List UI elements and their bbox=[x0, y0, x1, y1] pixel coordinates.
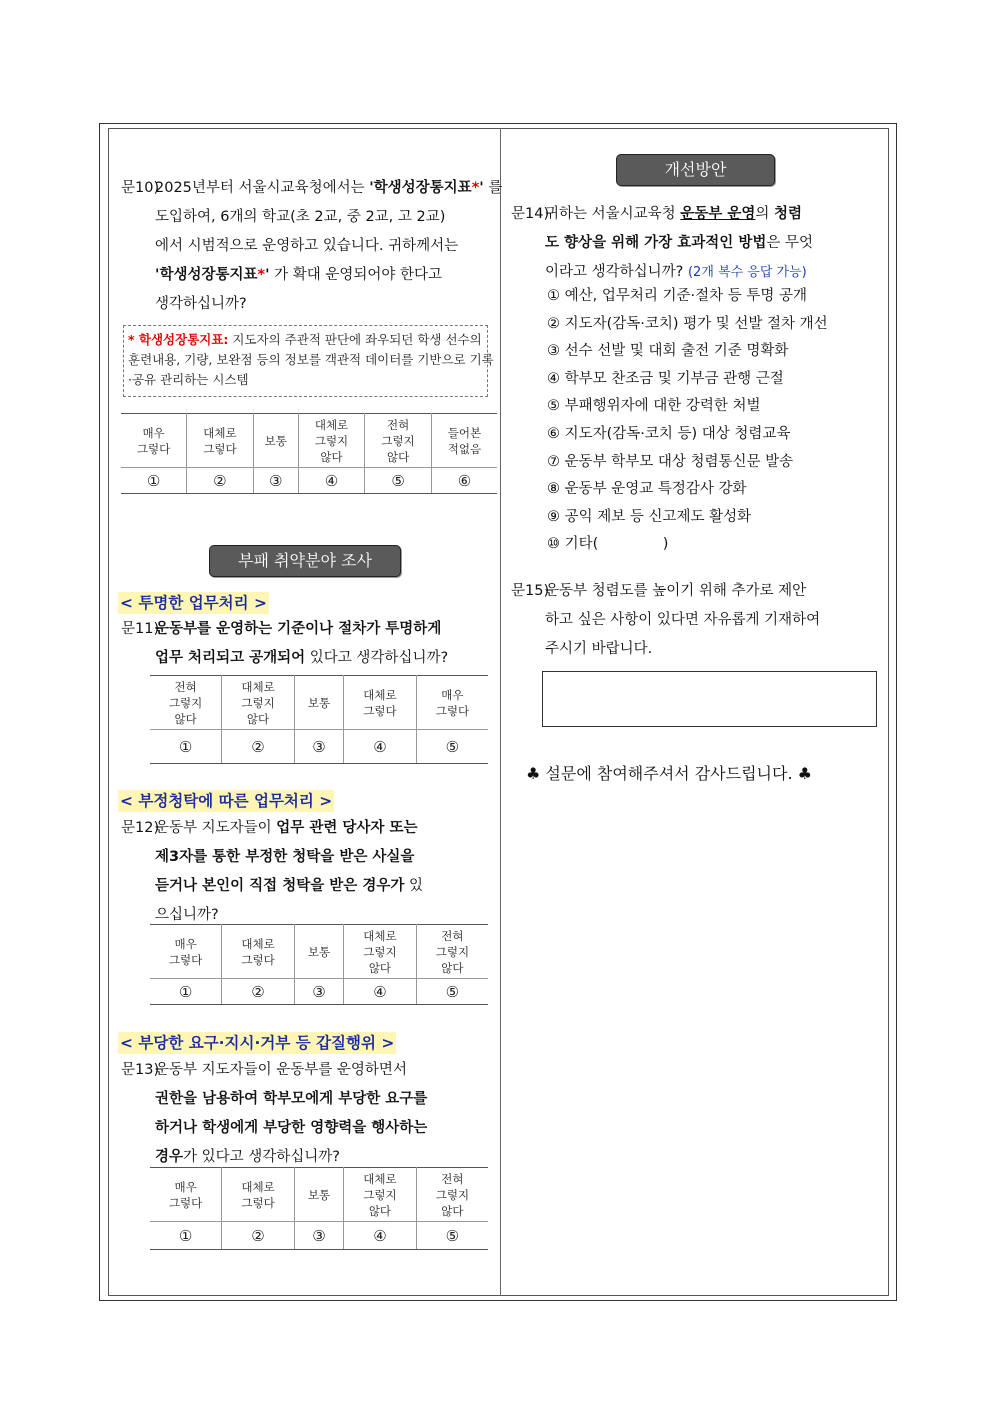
scale-option-4[interactable]: ④ bbox=[344, 979, 417, 1005]
scale-header-3: 보통 bbox=[253, 414, 298, 468]
scale-header-4: 대체로 그렇지 않다 bbox=[344, 1168, 417, 1222]
scale-header-3: 보통 bbox=[294, 676, 343, 730]
scale-option-1[interactable]: ① bbox=[121, 468, 187, 494]
q11-text: 운동부를 운영하는 기준이나 절차가 투명하게 bbox=[155, 621, 442, 637]
q14-option-3[interactable]: ③ 선수 선발 및 대회 출전 기준 명확화 bbox=[547, 343, 789, 360]
question-number: 문13) bbox=[121, 1062, 160, 1078]
question-number: 문15) bbox=[511, 583, 550, 599]
answer-scale-q13 bbox=[150, 1167, 488, 1250]
scale-option-5[interactable]: ⑤ bbox=[416, 1222, 488, 1250]
note-line: 훈련내용, 기량, 보완점 등의 정보를 객관적 데이터를 기반으로 기록 bbox=[128, 352, 494, 367]
answer-scale-q12 bbox=[150, 924, 488, 1005]
q14-option-8[interactable]: ⑧ 운동부 운영교 특정감사 강화 bbox=[547, 481, 747, 498]
scale-option-4[interactable]: ④ bbox=[344, 730, 417, 764]
scale-option-6[interactable]: ⑥ bbox=[431, 468, 497, 494]
note-line: ·공유 관리하는 시스템 bbox=[128, 372, 249, 387]
scale-header-5: 전혀 그렇지 않다 bbox=[365, 414, 432, 468]
q14-option-1[interactable]: ① 예산, 업무처리 기준·절차 등 투명 공개 bbox=[547, 288, 807, 304]
scale-header-4: 대체로 그렇다 bbox=[344, 676, 417, 730]
section-title-improvement: 개선방안 bbox=[616, 154, 775, 186]
question-14: 문14) 귀하는 서울시교육청 운동부 운영의 청렴 도 향상을 위해 가장 효과적인 방법은 무엇 이라고 생각하십니까? (2개 복수 응답 가능) bbox=[511, 200, 881, 287]
scale-option-2[interactable]: ② bbox=[222, 730, 295, 764]
column-divider bbox=[500, 128, 501, 1296]
question-11: 문11) 운동부를 운영하는 기준이나 절차가 투명하게 업무 처리되고 공개되어 있다고 생각하십니까? bbox=[121, 615, 491, 673]
scale-option-2[interactable]: ② bbox=[187, 468, 254, 494]
note-label: * 학생성장통지표: bbox=[128, 332, 229, 347]
q10-text: 2025년부터 서울시교육청에서는 bbox=[155, 180, 370, 196]
question-10: 문10) 2025년부터 서울시교육청에서는 '학생성장통지표*' 를 도입하여, 6개의 학교(초 2교, 중 2교, 고 2교) 에서 시범적으로 운영하고 있습니다. 귀하께서는 '학생성장통지표*' 가 확대 운영되어야 한다고 생각하십니까? bbox=[121, 174, 491, 319]
q14-option-7[interactable]: ⑦ 운동부 학부모 대상 청렴통신문 발송 bbox=[547, 453, 794, 470]
term-highlight: '학생성장통지표 bbox=[369, 180, 472, 196]
scale-header-1: 매우 그렇다 bbox=[150, 1168, 222, 1222]
scale-header-2: 대체로 그렇다 bbox=[222, 925, 295, 979]
scale-header-5: 전혀 그렇지 않다 bbox=[416, 1168, 488, 1222]
q14-option-9[interactable]: ⑨ 공익 제보 등 신고제도 활성화 bbox=[547, 508, 752, 525]
scale-option-2[interactable]: ② bbox=[222, 979, 295, 1005]
q10-line: 생각하십니까? bbox=[155, 296, 247, 312]
scale-header-4: 대체로 그렇지 않다 bbox=[344, 925, 417, 979]
scale-option-3[interactable]: ③ bbox=[294, 979, 343, 1005]
q14-option-2[interactable]: ② 지도자(감독·코치) 평가 및 선발 절차 개선 bbox=[547, 315, 828, 332]
scale-option-5[interactable]: ⑤ bbox=[416, 979, 488, 1005]
q14-option-6[interactable]: ⑥ 지도자(감독·코치 등) 대상 청렴교육 bbox=[547, 426, 791, 442]
q14-option-5[interactable]: ⑤ 부패행위자에 대한 강력한 처벌 bbox=[547, 398, 761, 415]
scale-header-1: 매우 그렇다 bbox=[121, 414, 187, 468]
scale-option-1[interactable]: ① bbox=[150, 1222, 222, 1250]
asterisk: * bbox=[471, 180, 480, 196]
scale-option-5[interactable]: ⑤ bbox=[365, 468, 432, 494]
q10-line: 도입하여, 6개의 학교(초 2교, 중 2교, 고 2교) bbox=[155, 209, 446, 225]
q10-line: 에서 시범적으로 운영하고 있습니다. 귀하께서는 bbox=[155, 238, 459, 254]
scale-option-3[interactable]: ③ bbox=[294, 1222, 343, 1250]
scale-header-1: 매우 그렇다 bbox=[150, 925, 222, 979]
question-15: 문15) 운동부 청렴도를 높이기 위해 추가로 제안 하고 싶은 사항이 있다면 자유롭게 기재하여 주시기 바랍니다. bbox=[511, 577, 881, 664]
question-number: 문10) bbox=[121, 180, 160, 196]
subsection-transparent: < 투명한 업무처리 > bbox=[120, 594, 267, 612]
emphasis-underline: 운동부 운영 bbox=[680, 206, 756, 222]
scale-header-1: 전혀 그렇지 않다 bbox=[150, 676, 222, 730]
scale-header-2: 대체로 그렇다 bbox=[222, 1168, 295, 1222]
scale-header-3: 보통 bbox=[294, 925, 343, 979]
question-number: 문14) bbox=[511, 206, 550, 222]
answer-scale-q10 bbox=[121, 413, 497, 494]
multi-answer-hint: (2개 복수 응답 가능) bbox=[687, 265, 807, 280]
q14-option-10[interactable]: ⑩ 기타( ) bbox=[547, 536, 669, 553]
scale-option-4[interactable]: ④ bbox=[344, 1222, 417, 1250]
q14-option-4[interactable]: ④ 학부모 찬조금 및 기부금 관행 근절 bbox=[547, 370, 784, 387]
scale-option-3[interactable]: ③ bbox=[294, 730, 343, 764]
answer-scale-q11 bbox=[150, 675, 488, 764]
scale-header-5: 매우 그렇다 bbox=[416, 676, 488, 730]
scale-option-3[interactable]: ③ bbox=[253, 468, 298, 494]
scale-option-1[interactable]: ① bbox=[150, 730, 222, 764]
scale-header-5: 전혀 그렇지 않다 bbox=[416, 925, 488, 979]
question-12: 문12) 운동부 지도자들이 업무 관련 당사자 또는 제3자를 통한 부정한 청탁을 받은 사실을 듣거나 본인이 직접 청탁을 받은 경우가 있 으십니까? bbox=[121, 814, 491, 930]
scale-option-1[interactable]: ① bbox=[150, 979, 222, 1005]
scale-option-4[interactable]: ④ bbox=[298, 468, 365, 494]
scale-header-6: 들어본 적없음 bbox=[431, 414, 497, 468]
subsection-improper-request: < 부정청탁에 따른 업무처리 > bbox=[120, 792, 333, 810]
scale-header-2: 대체로 그렇다 bbox=[187, 414, 254, 468]
scale-option-5[interactable]: ⑤ bbox=[416, 730, 488, 764]
scale-header-2: 대체로 그렇지 않다 bbox=[222, 676, 295, 730]
scale-header-3: 보통 bbox=[294, 1168, 343, 1222]
question-13: 문13) 운동부 지도자들이 운동부를 운영하면서 권한을 남용하여 학부모에게 부당한 요구를 하거나 학생에게 부당한 영향력을 행사하는 경우가 있다고 생각하십니까? bbox=[121, 1056, 491, 1172]
scale-option-2[interactable]: ② bbox=[222, 1222, 295, 1250]
question-number: 문12) bbox=[121, 820, 160, 836]
asterisk: * bbox=[257, 267, 266, 283]
term-highlight: '학생성장통지표 bbox=[155, 267, 258, 283]
free-answer-box[interactable] bbox=[542, 671, 877, 727]
section-title-corruption: 부패 취약분야 조사 bbox=[209, 545, 401, 577]
thanks-message: ♣ 설문에 참여해주셔서 감사드립니다. ♣ bbox=[526, 764, 812, 783]
subsection-abuse: < 부당한 요구·지시·거부 등 갑질행위 > bbox=[120, 1034, 395, 1052]
scale-header-4: 대체로 그렇지 않다 bbox=[298, 414, 365, 468]
definition-note: * 학생성장통지표: 지도자의 주관적 판단에 좌우되던 학생 선수의 훈련내용, 기량, 보완점 등의 정보를 객관적 데이터를 기반으로 기록 ·공유 관리하는 시스템 bbox=[123, 325, 488, 397]
question-number: 문11) bbox=[121, 621, 160, 637]
